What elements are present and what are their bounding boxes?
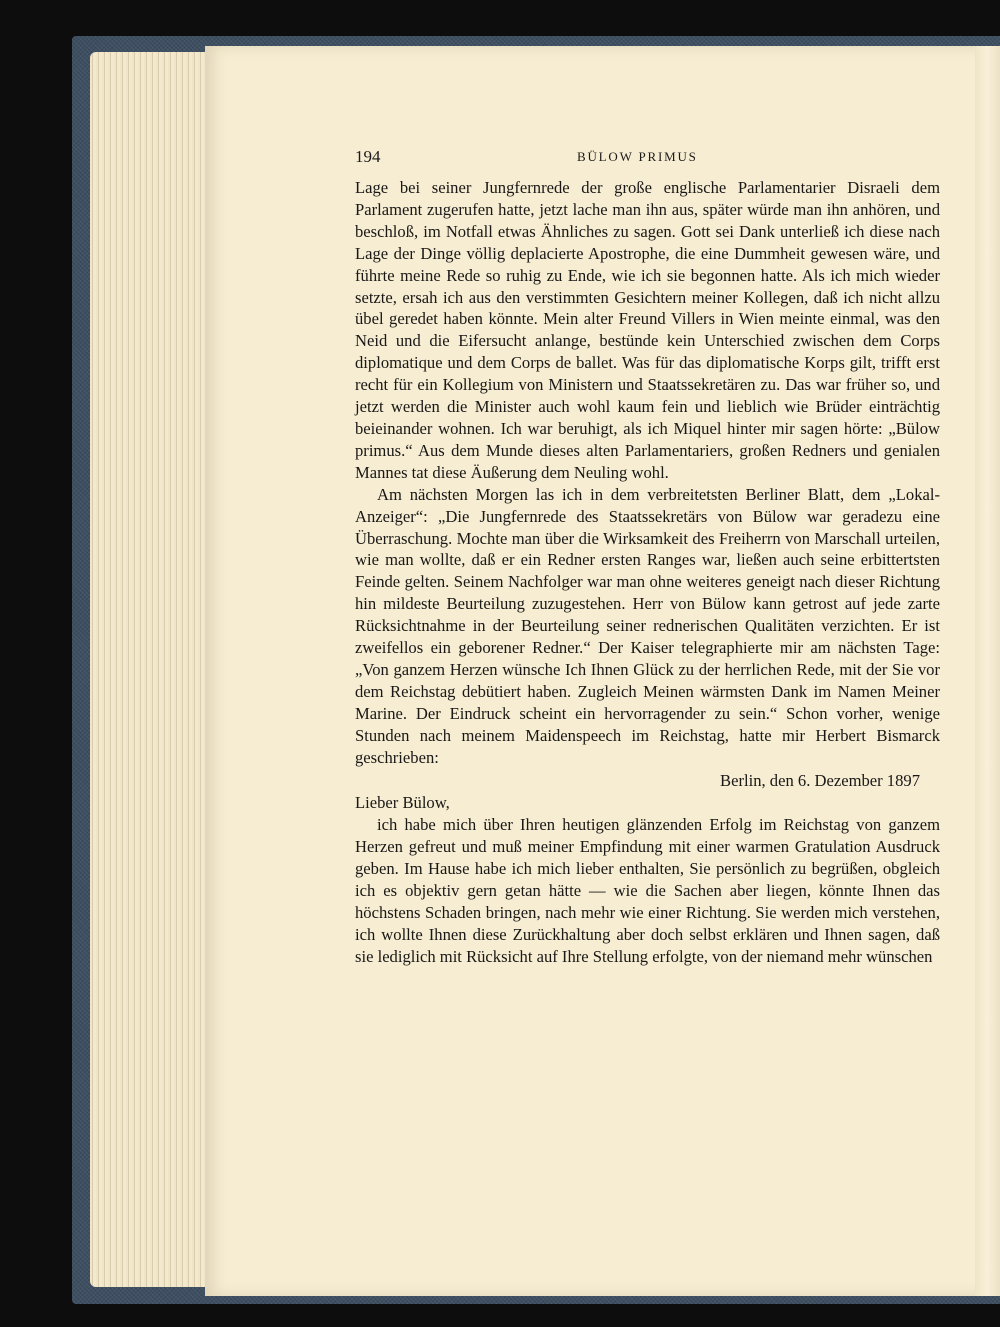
page-body [355,177,940,968]
page-edges [90,52,210,1287]
paragraph: Am nächsten Morgen las ich in dem verbreitetsten Berliner Blatt, dem „Lokal-Anzeiger“: „Die Jungfernrede des Staatssekretärs von Bülow war geradezu eine Überraschung. Mochte man über die Wirksamkeit des Freiherrn von Marschall urteilen, wie man wollte, daß er ein Redner ersten Ranges war, ließen auch seine erbittertsten Feinde gelten. Seinem Nachfolger war man ohne weiteres geneigt nach dieser Richtung hin mildeste Beurteilung zuzugestehen. Herr von Bülow kann getrost auf jede zarte Rücksichtnahme in der Beurteilung seiner rednerischen Qualitäten verzichten. Er ist zweifellos ein geborener Redner.“ Der Kaiser telegraphierte mir am nächsten Tage: „Von ganzem Herzen wünsche Ich Ihnen Glück zu der herrlichen Rede, mit der Sie vor dem Reichstag debütiert haben. Zugleich Meinen wärmsten Dank im Namen Meiner Marine. Der Eindruck scheint ein hervorragender zu sein.“ Schon vorher, wenige Stunden nach meinem Maidenspeech im Reichstag, hatte mir Herbert Bismarck geschrieben: [355,484,940,767]
paragraph: Lage bei seiner Jungfernrede der große englische Parlamentarier Disraeli dem Parlament zugerufen hatte, jetzt lache man ihn aus, später würde man ihn anhören, und beschloß, im Notfall etwas Ähnliches zu sagen. Gott sei Dank unterließ ich diese nach Lage der Dinge völlig deplacierte Apostrophe, die eine Dummheit gewesen wäre, und führte meine Rede so ruhig zu Ende, wie ich sie begonnen hatte. Als ich mich wieder setzte, ersah ich aus den verstimmten Gesichtern meiner Kollegen, daß ich nicht allzu übel geredet haben könnte. Mein alter Freund Villers in Wien meinte einmal, was den Neid und die Eifersucht anlange, bestünde kein Unterschied zwischen dem Corps diplomatique und dem Corps de ballet. Was für das diplomatische Korps gilt, trifft erst recht für ein Kollegium von Ministern und Staatssekretären zu. Das war früher so, und jetzt werden die Minister auch wohl kaum fein und lieblich wie Brüder einträchtig beieinander wohnen. Ich war beruhigt, als ich Miquel hinter mir sagen hörte: „Bülow primus.“ Aus dem Munde dieses alten Parlamentariers, großen Redners und genialen Mannes tat diese Äußerung dem Neuling wohl. [355,178,940,482]
letter-salutation: Lieber Bülow, [355,793,450,813]
page-number: 194 [355,147,381,166]
page-header [355,147,940,171]
letter-body: ich habe mich über Ihren heutigen glänzenden Erfolg im Reichstag von ganzem Herzen gefreut und muß meiner Empfindung mit einer warmen Gratulation Ausdruck geben. Im Hause habe ich mich lieber enthalten, Sie persönlich zu begrüßen, obgleich ich es objektiv gern getan hätte — wie die Sachen aber liegen, könnte Ihnen das höchstens Schaden bringen, nach mehr wie einer Richtung. Sie werden mich verstehen, ich wollte Ihnen diese Zurückhaltung aber doch selbst erklären und Ihnen sagen, daß sie lediglich mit Rücksicht auf Ihre Stellung erfolgte, von der niemand mehr wünschen [355,815,940,966]
page-gutter [975,46,1000,1296]
running-head: BÜLOW PRIMUS [577,149,698,164]
letter-dateline: Berlin, den 6. Dezember 1897 [720,771,920,791]
